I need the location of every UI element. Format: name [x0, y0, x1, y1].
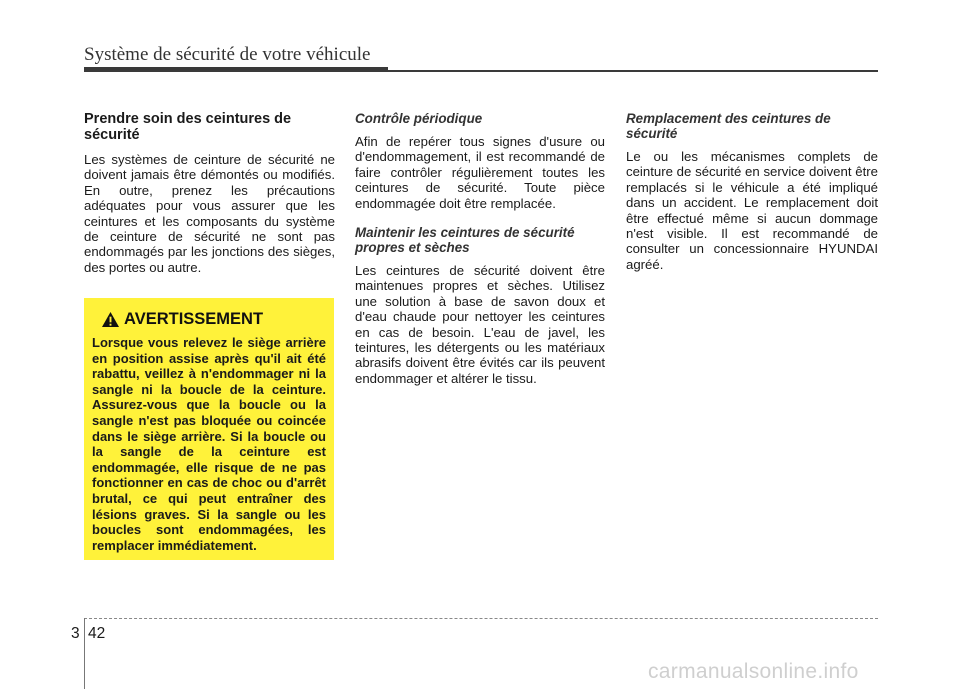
keep-clean-paragraph: Les ceintures de sécurité doivent être maintenues propres et sèches. Utilisez une solution à base de savon doux et d'eau chaude pour nettoyer les ceintures en cas de besoin. L'eau de javel, les teintures, les détergents ou les matériaux abrasifs doivent être évités car ils peuvent endommager et altérer le tissu. — [355, 263, 605, 386]
section-heading-periodic-check: Contrôle périodique — [355, 111, 483, 126]
footer-rule — [84, 618, 878, 619]
warning-header — [101, 304, 326, 334]
chapter-number: 3 — [71, 625, 80, 642]
header-rule — [388, 70, 878, 72]
footer-divider — [84, 618, 85, 689]
care-paragraph: Les systèmes de ceinture de sécurité ne doivent jamais être démontés ou modifiés. En outre, prenez les précautions adéquates pour vous assurer que les ceintures et les composants du système de ceinture de sécurité ne sont pas endommagés par les jonctions des sièges, des portes ou autre. — [84, 152, 335, 275]
warning-text: Lorsque vous relevez le siège arrière en position assise après qu'il ait été rabattu, veillez à n'endommager ni la sangle ni la boucle de la ceinture. Assurez-vous que la boucle ou la sangle n'est pas bloquée ou coincée dans le siège arrière. Si la boucle ou la sangle de la ceinture est endommagée, elle risque de ne pas fonctionner en cas de choc ou d'arrêt brutal, ce qui peut entraîner des lésions graves. Si la sangle ou les boucles sont endommagées, les remplacer immédiatement. — [92, 335, 326, 553]
column-right — [626, 111, 878, 286]
page-number: 42 — [88, 625, 106, 642]
section-heading-care: Prendre soin des ceintures de sécurité — [84, 111, 292, 143]
column-middle — [355, 111, 605, 400]
warning-title: AVERTISSEMENT — [124, 309, 264, 328]
periodic-check-paragraph: Afin de repérer tous signes d'usure ou d'endommagement, il est recommandé de faire contrôler régulièrement toutes les ceintures de sécurité. Toute pièce endommagée doit être remplacée. — [355, 134, 605, 211]
header-bar — [84, 67, 388, 72]
watermark: carmanualsonline.info — [648, 660, 859, 683]
page-header-title: Système de sécurité de votre véhicule — [84, 44, 371, 65]
section-heading-keep-clean: Maintenir les ceintures de sécurité propres et sèches — [355, 225, 575, 256]
section-heading-replacement: Remplacement des ceintures de sécurité — [626, 111, 831, 141]
warning-box — [84, 298, 334, 560]
warning-triangle-icon — [101, 311, 120, 328]
replacement-paragraph: Le ou les mécanismes complets de ceinture de sécurité en service doivent être remplacés si le véhicule a été impliqué dans un accident. Le remplacement doit être effectué même si aucun dommage n'est visible. Il est recommandé de consulter un concessionnaire HYUNDAI agréé. — [626, 149, 878, 272]
column-left — [84, 111, 335, 289]
